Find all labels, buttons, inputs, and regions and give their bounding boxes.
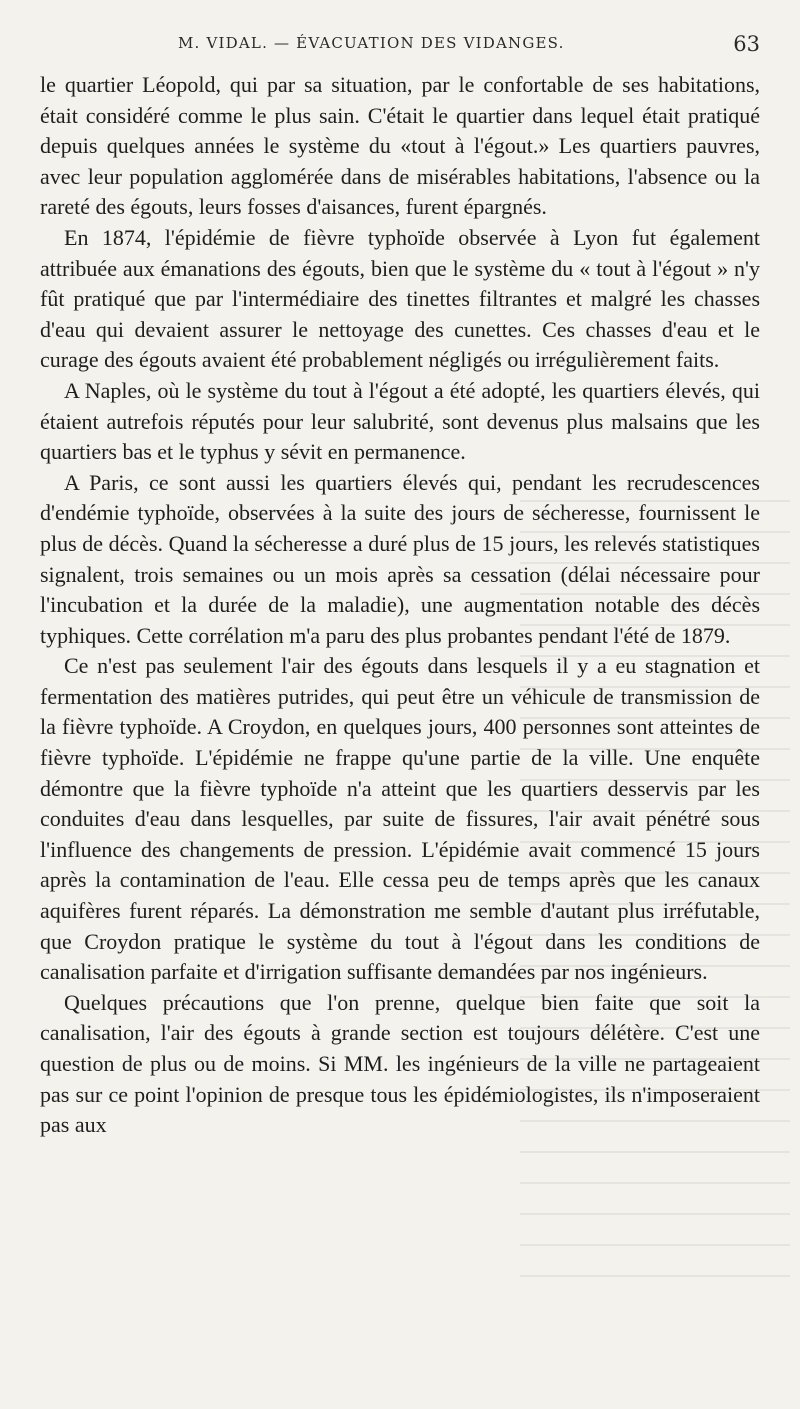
page-header [40, 34, 770, 64]
body-text [40, 70, 760, 1141]
paragraph: Ce n'est pas seulement l'air des égouts dans lesquels il y a eu stagnation et fermentation des matières putrides, qui peut être un véhicule de transmission de la fièvre typhoïde. A Croydon, en quelques jours, 400 personnes sont atteintes de fièvre typhoïde. L'épidémie ne frappe qu'une partie de la ville. Une enquête démontre que la fièvre typhoïde n'a atteint que les quartiers desservis par les conduites d'eau dans lesquelles, par suite de fissures, l'air avait pénétré sous l'influence des changements de pression. L'épidémie avait commencé 15 jours après la contamination de l'eau. Elle cessa peu de temps après que les canaux aquifères furent réparés. La démonstration me semble d'autant plus irréfutable, que Croydon pratique le système du tout à l'égout dans les conditions de canalisation parfaite et d'irrigation suffisante demandées par nos ingénieurs. [40, 653, 760, 985]
paragraph: En 1874, l'épidémie de fièvre typhoïde observée à Lyon fut également attribuée aux émanations des égouts, bien que le système du « tout à l'égout » n'y fût pratiqué que par l'intermédiaire des tinettes filtrantes et malgré les chasses d'eau qui devaient assurer le nettoyage des cunettes. Ces chasses d'eau et le curage des égouts avaient été probablement négligés ou irrégulièrement faits. [40, 224, 760, 373]
page-number: 63 [733, 32, 760, 56]
running-head: M. VIDAL. — ÉVACUATION DES VIDANGES. [178, 34, 565, 52]
paragraph: A Paris, ce sont aussi les quartiers élevés qui, pendant les recrudescences d'endémie typhoïde, observées à la suite des jours de sécheresse, fournissent le plus de décès. Quand la sécheresse a duré plus de 15 jours, les relevés statistiques signalent, trois semaines ou un mois après sa cessation (délai nécessaire pour l'incubation et la durée de la maladie), une augmentation notable des décès typhiques. Cette corrélation m'a paru des plus probantes pendant l'été de 1879. [40, 469, 760, 648]
paragraph: le quartier Léopold, qui par sa situation, par le confortable de ses habitations, était considéré comme le plus sain. C'était le quartier dans lequel était pratiqué depuis quelques années le système du «tout à l'égout.» Les quartiers pauvres, avec leur population agglomérée dans de misérables habitations, l'absence ou la rareté des égouts, leurs fosses d'aisances, furent épargnés. [40, 72, 760, 220]
paragraph: Quelques précautions que l'on prenne, quelque bien faite que soit la canalisation, l'air des égouts à grande section est toujours délétère. C'est une question de plus ou de moins. Si MM. les ingénieurs de la ville ne partageaient pas sur ce point l'opinion de presque tous les épidémiologistes, ils n'imposeraient pas aux [40, 989, 760, 1138]
paragraph: A Naples, où le système du tout à l'égout a été adopté, les quartiers élevés, qui étaient autrefois réputés pour leur salubrité, sont devenus plus malsains que les quartiers bas et le typhus y sévit en permanence. [40, 377, 760, 465]
